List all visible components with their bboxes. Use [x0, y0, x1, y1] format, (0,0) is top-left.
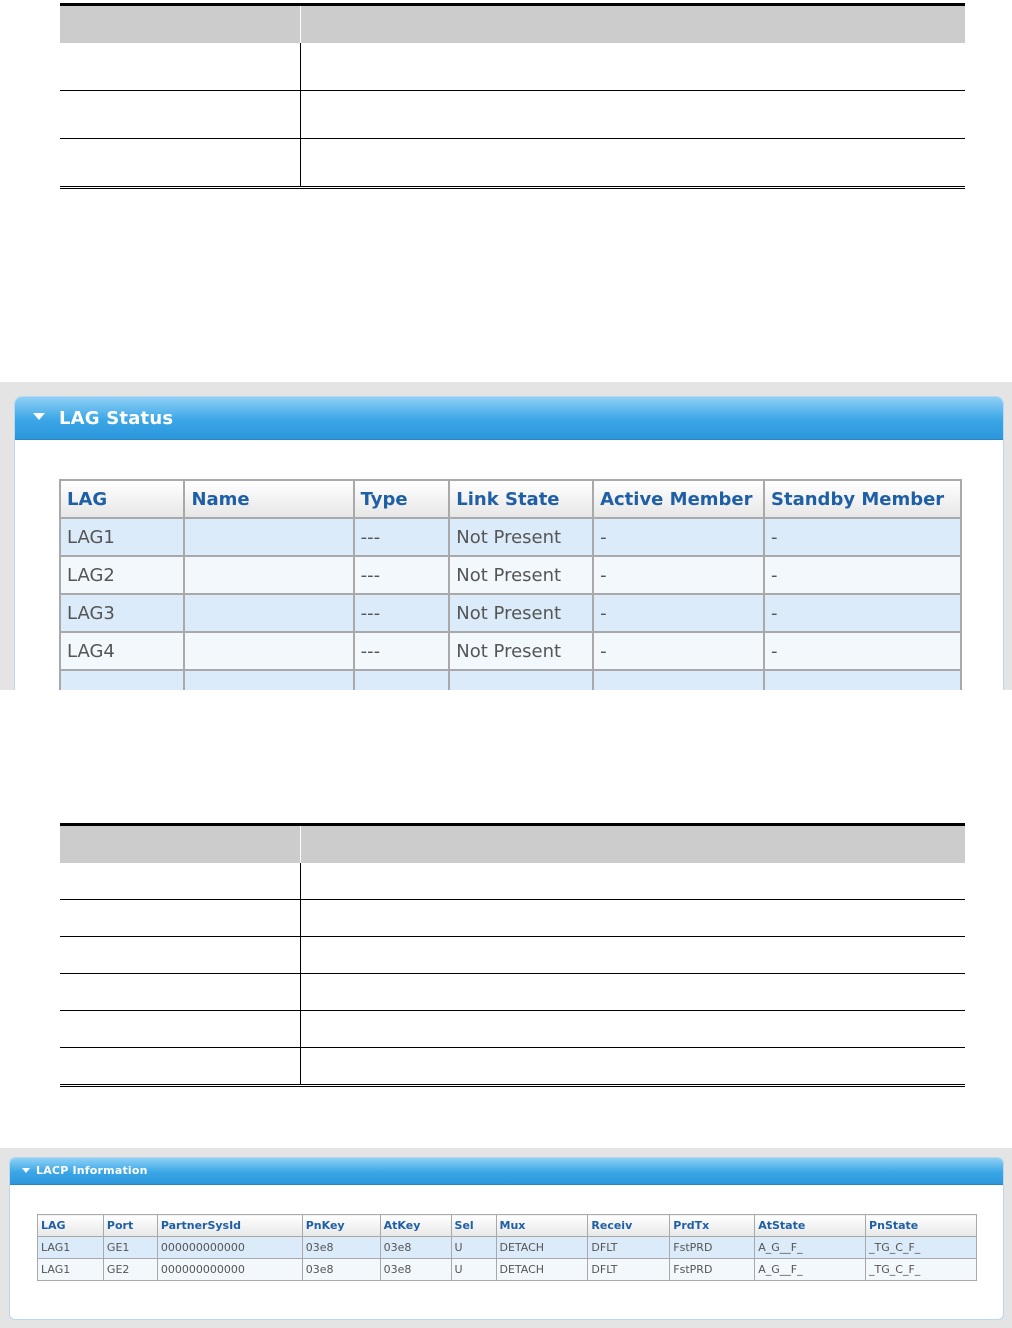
- cell-mux: DETACH: [496, 1259, 588, 1281]
- cell-prd-tx: FstPRD: [670, 1237, 755, 1259]
- cell-type: ---: [354, 518, 450, 556]
- cell-name: [184, 670, 353, 690]
- cell-standby-member: -: [764, 556, 961, 594]
- cell-prd-tx: FstPRD: [670, 1259, 755, 1281]
- parameter-table-middle: [60, 823, 965, 1087]
- cell-at-state: A_G__F_: [755, 1259, 866, 1281]
- column-header-receiv: Receiv: [588, 1215, 670, 1237]
- table-row: [60, 974, 965, 1011]
- cell-name: [184, 632, 353, 670]
- cell-lag: LAG1: [38, 1237, 104, 1259]
- panel-title: LACP Information: [36, 1164, 148, 1177]
- lacp-information-panel: [9, 1157, 1004, 1320]
- cell-lag: LAG4: [60, 632, 184, 670]
- cell-active-member: -: [593, 632, 764, 670]
- cell-port: GE1: [103, 1237, 157, 1259]
- column-header-pn-key: PnKey: [302, 1215, 380, 1237]
- cell-receiv: DFLT: [588, 1259, 670, 1281]
- column-header-name: Name: [184, 480, 353, 518]
- column-header-at-key: AtKey: [380, 1215, 451, 1237]
- lag-status-table: [59, 479, 962, 690]
- panel-header[interactable]: [10, 1158, 1003, 1185]
- column-header-lag: LAG: [38, 1215, 104, 1237]
- cell-pn-key: 03e8: [302, 1259, 380, 1281]
- table-row: [38, 1259, 977, 1281]
- column-header-pn-state: PnState: [866, 1215, 977, 1237]
- column-header-at-state: AtState: [755, 1215, 866, 1237]
- column-header-lag: LAG: [60, 480, 184, 518]
- cell-at-key: 03e8: [380, 1259, 451, 1281]
- cell-pn-state: _TG_C_F_: [866, 1259, 977, 1281]
- table-row: [60, 518, 961, 556]
- cell-name: [184, 556, 353, 594]
- column-header-partner-sys-id: PartnerSysId: [157, 1215, 302, 1237]
- column-header-sel: Sel: [451, 1215, 496, 1237]
- table-row: [60, 1048, 965, 1086]
- column-header-type: Type: [354, 480, 450, 518]
- cell-standby-member: -: [764, 518, 961, 556]
- cell-standby-member: -: [764, 632, 961, 670]
- cell-name: [184, 594, 353, 632]
- cell-active-member: -: [593, 518, 764, 556]
- lacp-information-table: [37, 1214, 977, 1281]
- cell-partner-sys-id: 000000000000: [157, 1259, 302, 1281]
- cell-link-state: Not Present: [449, 518, 593, 556]
- cell-link-state: Not Present: [449, 556, 593, 594]
- table-row: [60, 863, 965, 900]
- collapse-arrow-icon[interactable]: [33, 413, 45, 420]
- cell-type: ---: [354, 632, 450, 670]
- cell-active-member: -: [593, 556, 764, 594]
- panel-title: LAG Status: [59, 408, 174, 429]
- cell-sel: U: [451, 1259, 496, 1281]
- cell-pn-state: _TG_C_F_: [866, 1237, 977, 1259]
- cell-sel: U: [451, 1237, 496, 1259]
- cell-pn-key: 03e8: [302, 1237, 380, 1259]
- column-header-port: Port: [103, 1215, 157, 1237]
- column-header-mux: Mux: [496, 1215, 588, 1237]
- cell-link-state: Not Present: [449, 594, 593, 632]
- cell-active-member: -: [593, 594, 764, 632]
- column-header-active-member: Active Member: [593, 480, 764, 518]
- cell-link-state: [449, 670, 593, 690]
- cell-type: ---: [354, 556, 450, 594]
- table-row: [60, 1011, 965, 1048]
- column-header-link-state: Link State: [449, 480, 593, 518]
- table-row: [60, 937, 965, 974]
- column-header-prd-tx: PrdTx: [670, 1215, 755, 1237]
- lacp-information-screenshot: [0, 1148, 1012, 1328]
- cell-lag: [60, 670, 184, 690]
- cell-active-member: [593, 670, 764, 690]
- table-row: [60, 43, 965, 91]
- table-row: [60, 594, 961, 632]
- table-row: [60, 670, 961, 690]
- parameter-table-top: [60, 3, 965, 189]
- cell-mux: DETACH: [496, 1237, 588, 1259]
- table-row: [60, 632, 961, 670]
- cell-type: ---: [354, 594, 450, 632]
- lag-status-panel: [14, 396, 1004, 690]
- table-row: [38, 1237, 977, 1259]
- table-row: [60, 139, 965, 188]
- cell-lag: LAG1: [60, 518, 184, 556]
- cell-standby-member: -: [764, 594, 961, 632]
- collapse-arrow-icon[interactable]: [22, 1168, 30, 1173]
- cell-partner-sys-id: 000000000000: [157, 1237, 302, 1259]
- lag-status-screenshot: [0, 382, 1012, 690]
- cell-lag: LAG3: [60, 594, 184, 632]
- cell-lag: LAG1: [38, 1259, 104, 1281]
- cell-link-state: Not Present: [449, 632, 593, 670]
- panel-header[interactable]: [15, 397, 1003, 440]
- cell-name: [184, 518, 353, 556]
- table-row: [60, 91, 965, 139]
- cell-at-key: 03e8: [380, 1237, 451, 1259]
- cell-receiv: DFLT: [588, 1237, 670, 1259]
- cell-standby-member: [764, 670, 961, 690]
- column-header-standby-member: Standby Member: [764, 480, 961, 518]
- cell-port: GE2: [103, 1259, 157, 1281]
- cell-type: [354, 670, 450, 690]
- table-row: [60, 556, 961, 594]
- cell-at-state: A_G__F_: [755, 1237, 866, 1259]
- table-row: [60, 900, 965, 937]
- cell-lag: LAG2: [60, 556, 184, 594]
